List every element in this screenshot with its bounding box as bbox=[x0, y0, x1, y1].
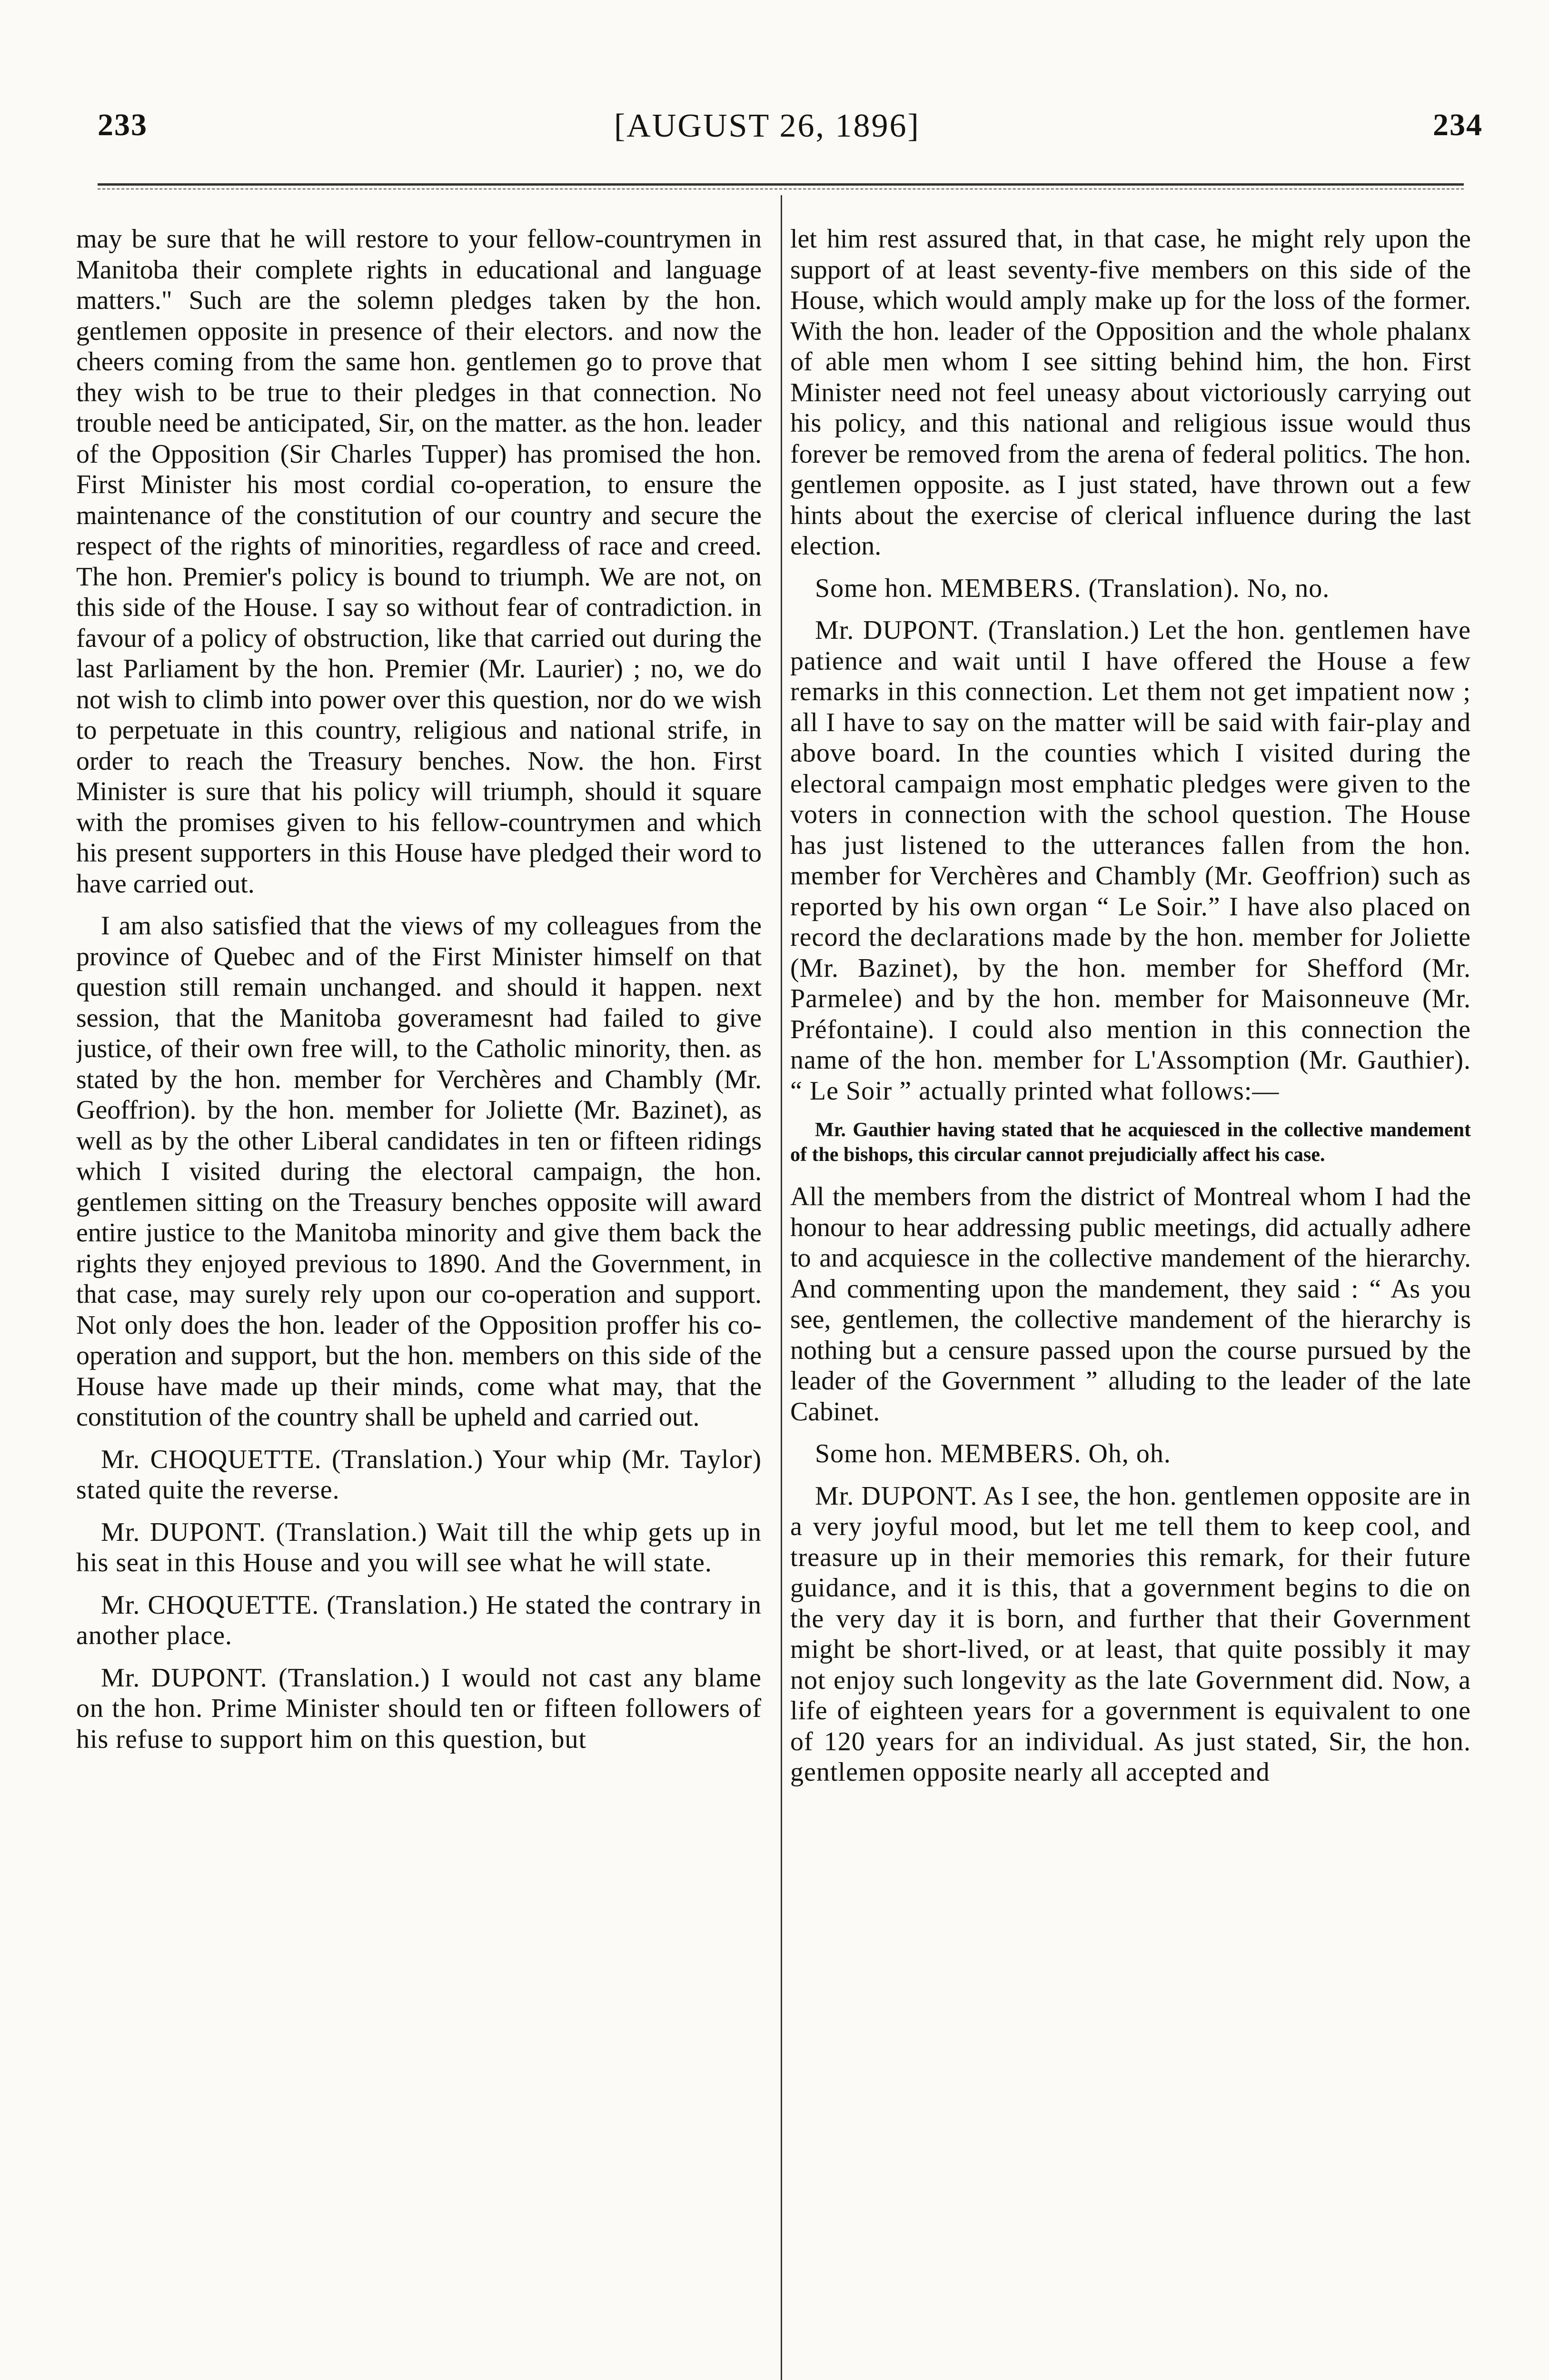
quoted-excerpt: Mr. Gauthier having stated that he acquiesced in the collective mandement of the bishops, this circular cannot prejudicially affect his case. bbox=[790, 1119, 1471, 1166]
right-column bbox=[790, 224, 1471, 2380]
speech-paragraph: Mr. DUPONT. (Translation.) Wait till the whip gets up in his seat in this House and you will see what he will state. bbox=[76, 1517, 762, 1577]
paragraph: I am also satisfied that the views of my colleagues from the province of Quebec and of the First Minister himself on that question still remain unchanged. and should it happen. next session, that the Manitoba goveramesnt had failed to give justice, of their own free will, to the Catholic minority, then. as stated by the hon. member for Verchères and Chambly (Mr. Geoffrion). by the hon. member for Joliette (Mr. Bazinet), as well as by the other Liberal candidates in ten or fifteen ridings which I visited during the electoral campaign, the hon. gentlemen sitting on the Treasury benches opposite will award entire justice to the Manitoba minority and give them back the rights they enjoyed previous to 1890. And the Government, in that case, may surely rely upon our co-operation and support. Not only does the hon. leader of the Opposition proffer his co-operation and support, but the hon. members on this side of the House have made up their minds, come what may, that the constitution of the country shall be upheld and carried out. bbox=[76, 911, 762, 1432]
paragraph: All the members from the district of Montreal whom I had the honour to hear addressing public meetings, did actually adhere to and acquiesce in the collective mandement of the hierarchy. And commenting upon the mandement, they said : “ As you see, gentlemen, the collective mandement of the hierarchy is nothing but a censure passed upon the course pursued by the leader of the Government ” alluding to the leader of the late Cabinet. bbox=[790, 1182, 1471, 1427]
speech-paragraph: Mr. DUPONT. (Translation.) Let the hon. gentlemen have patience and wait until I have offered the House a few remarks in this connection. Let them not get impatient now ; all I have to say on the matter will be said with fair-play and above board. In the counties which I visited during the electoral campaign most emphatic pledges were given to the voters in connection with the school question. The House has just listened to the utterances fallen from the hon. member for Verchères and Chambly (Mr. Geoffrion) such as reported by his own organ “ Le Soir.” I have also placed on record the declarations made by the hon. member for Joliette (Mr. Bazinet), by the hon. member for Shefford (Mr. Parmelee) and by the hon. member for Maisonneuve (Mr. Préfontaine). I could also mention in this connection the name of the hon. member for L'Assomption (Mr. Gauthier). “ Le Soir ” actually printed what follows:— bbox=[790, 615, 1471, 1106]
header-rule-dashed bbox=[98, 188, 1464, 189]
speech-paragraph: Some hon. MEMBERS. Oh, oh. bbox=[815, 1439, 1171, 1468]
left-column bbox=[76, 224, 762, 2380]
paragraph: may be sure that he will restore to your fellow-countrymen in Manitoba their complete rights in educational and language matters." Such are the solemn pledges taken by the hon. gentlemen opposite in presence of their electors. and now the cheers coming from the same hon. gentlemen go to prove that they wish to be true to their pledges in that connection. No trouble need be anticipated, Sir, on the matter. as the hon. leader of the Opposition (Sir Charles Tupper) has promised the hon. First Minister his most cordial co-operation, to ensure the maintenance of the constitution of our country and secure the respect of the rights of minorities, regardless of race and creed. The hon. Premier's policy is bound to triumph. We are not, on this side of the House. I say so without fear of contradiction. in favour of a policy of obstruction, like that carried out during the last Parliament by the hon. Premier (Mr. Laurier) ; no, we do not wish to climb into power over this question, nor do we wish to perpetuate in this country, religious and national strife, in order to reach the Treasury benches. Now. the hon. First Minister is sure that his policy will triumph, should it square with the promises given to his fellow-countrymen and which his present supporters in this House have pledged their word to have carried out. bbox=[76, 224, 762, 899]
speech-paragraph: Some hon. MEMBERS. (Translation). No, no. bbox=[815, 573, 1330, 603]
speech-paragraph: Mr. DUPONT. As I see, the hon. gentlemen opposite are in a very joyful mood, but let me tell them to keep cool, and treasure up in their memories this remark, for their future guidance, and it is this, that a government begins to die on the very day it is born, and further that their Government might be short-lived, or at least, that quite possibly it may not enjoy such longevity as the late Government did. Now, a life of eighteen years for a government is equivalent to one of 120 years for an individual. As just stated, Sir, the hon. gentlemen opposite nearly all accepted and bbox=[790, 1481, 1471, 1787]
column-divider bbox=[781, 195, 782, 2380]
speech-paragraph: Mr. CHOQUETTE. (Translation.) Your whip (Mr. Taylor) stated quite the reverse. bbox=[76, 1444, 762, 1505]
page-header bbox=[0, 107, 1549, 164]
speech-paragraph: Mr. CHOQUETTE. (Translation.) He stated the contrary in another place. bbox=[76, 1590, 762, 1650]
header-date: [AUGUST 26, 1896] bbox=[614, 108, 920, 144]
header-rule bbox=[98, 183, 1464, 186]
page-number-left: 233 bbox=[98, 108, 148, 142]
page-number-right: 234 bbox=[1433, 108, 1483, 142]
speech-paragraph: Mr. DUPONT. (Translation.) I would not cast any blame on the hon. Prime Minister should ten or fifteen followers of his refuse to support him on this question, but bbox=[76, 1663, 762, 1754]
paragraph: let him rest assured that, in that case, he might rely upon the support of at least seventy-five members on this side of the House, which would amply make up for the loss of the former. With the hon. leader of the Opposition and the whole phalanx of able men whom I see sitting behind him, the hon. First Minister need not feel uneasy about victoriously carrying out his policy, and this national and religious issue would thus forever be removed from the arena of federal politics. The hon. gentlemen opposite. as I just stated, have thrown out a few hints about the exercise of clerical influence during the last election. bbox=[790, 224, 1471, 561]
